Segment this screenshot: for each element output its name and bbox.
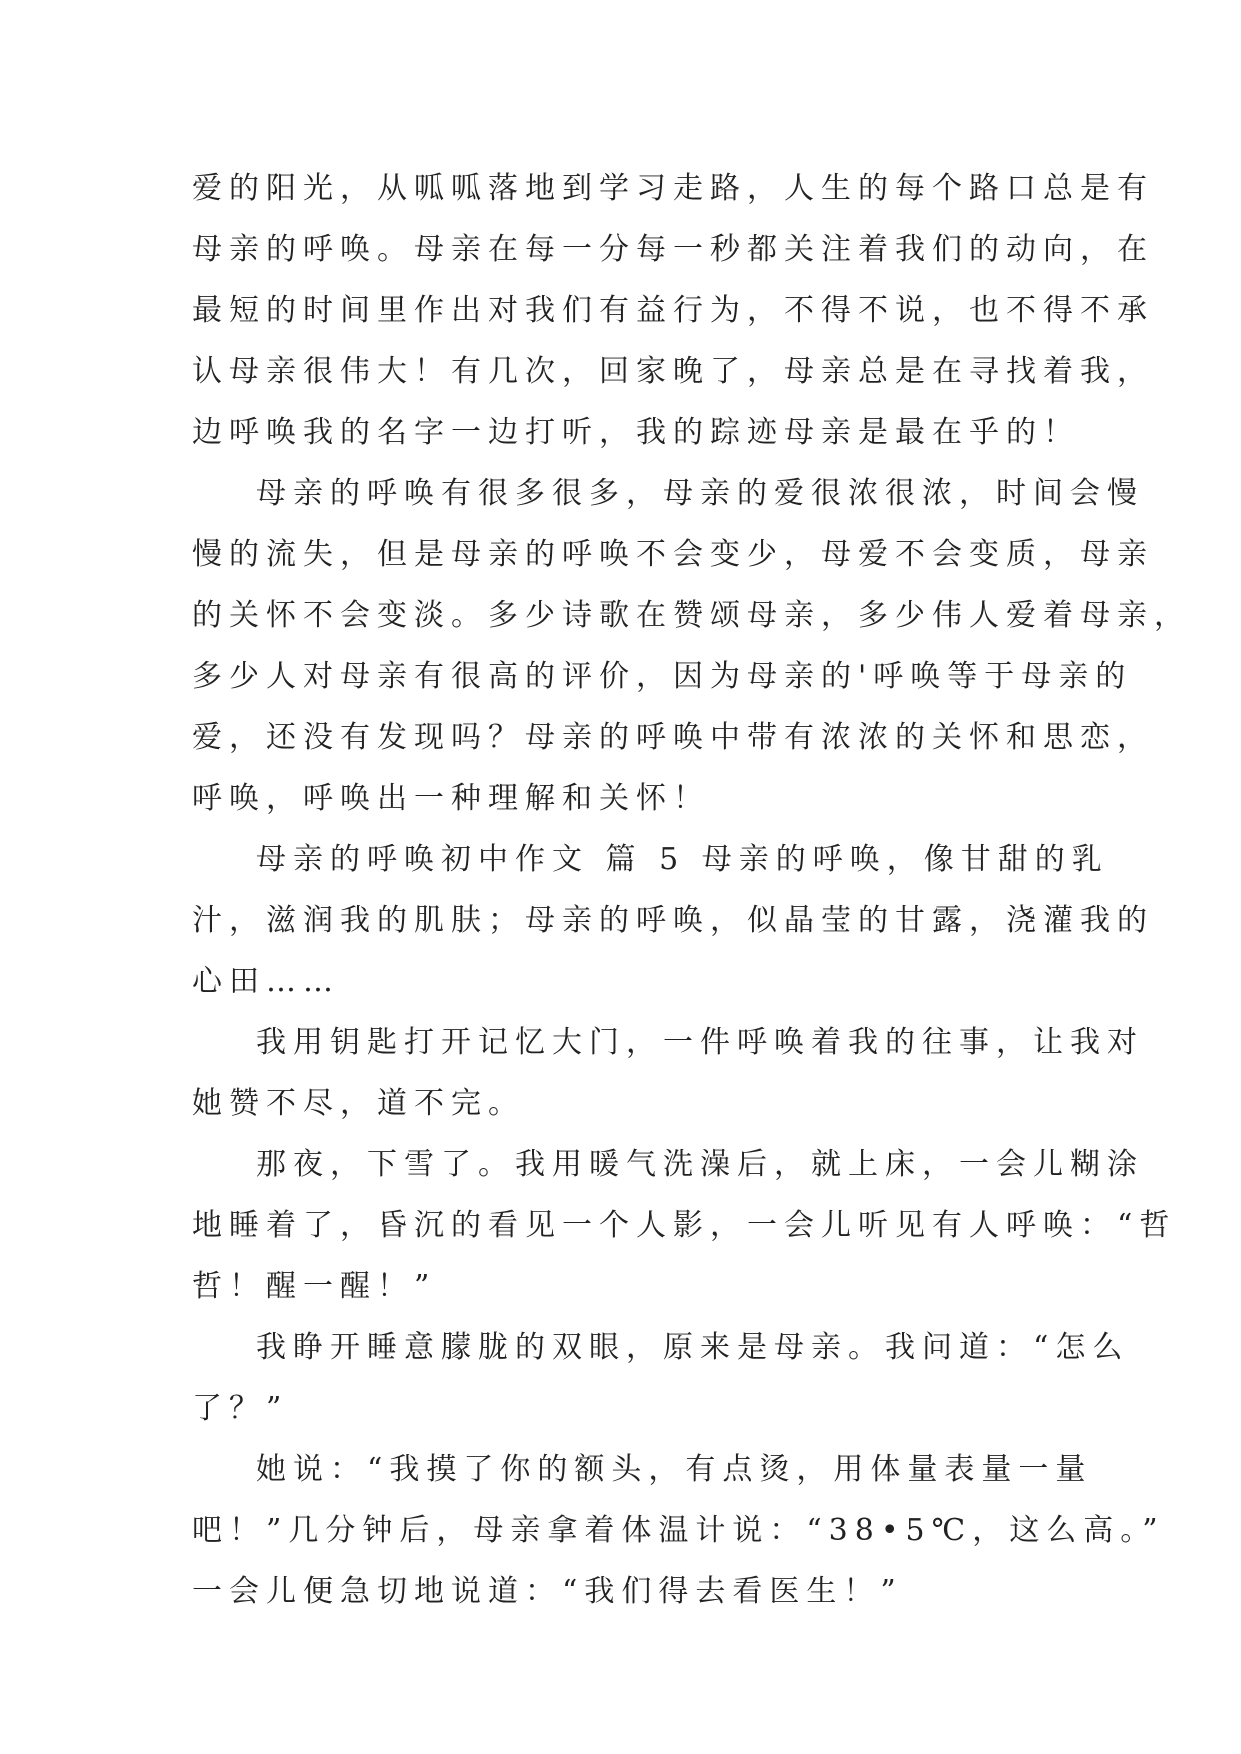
text-line: 那夜，下雪了。我用暖气洗澡后，就上床，一会儿糊涂 — [256, 1147, 1144, 1182]
text-line: 慢的流失，但是母亲的呼唤不会变少，母爱不会变质，母亲 — [192, 537, 1154, 572]
text-line: 心田…… — [192, 964, 340, 999]
text-line: 一会儿便急切地说道：“我们得去看医生！” — [192, 1574, 903, 1609]
text-line: 多少人对母亲有很高的评价，因为母亲的'呼唤等于母亲的 — [192, 659, 1133, 694]
text-line: 地睡着了，昏沉的看见一个人影，一会儿听见有人呼唤：“哲 — [192, 1208, 1177, 1243]
text-line: 爱的阳光，从呱呱落地到学习走路，人生的每个路口总是有 — [192, 171, 1154, 206]
text-line: 吧！”几分钟后，母亲拿着体温计说：“38•5℃，这么高。” — [192, 1513, 1165, 1548]
text-line: 爱，还没有发现吗？母亲的呼唤中带有浓浓的关怀和思恋， — [192, 720, 1154, 755]
text-line: 的关怀不会变淡。多少诗歌在赞颂母亲，多少伟人爱着母亲， — [192, 598, 1191, 633]
text-line: 哲！醒一醒！” — [192, 1269, 437, 1304]
text-line: 母亲的呼唤。母亲在每一分每一秒都关注着我们的动向，在 — [192, 232, 1154, 267]
text-line: 她说：“我摸了你的额头，有点烫，用体量表量一量 — [256, 1452, 1093, 1487]
text-line: 母亲的呼唤有很多很多，母亲的爱很浓很浓，时间会慢 — [256, 476, 1144, 511]
text-line: 她赞不尽，道不完。 — [192, 1086, 525, 1121]
text-line: 最短的时间里作出对我们有益行为，不得不说，也不得不承 — [192, 293, 1154, 328]
essay-body — [192, 158, 1191, 1622]
text-line: 汁，滋润我的肌肤；母亲的呼唤，似晶莹的甘露，浇灌我的 — [192, 903, 1154, 938]
text-line: 母亲的呼唤初中作文 篇 5 母亲的呼唤，像甘甜的乳 — [256, 842, 1109, 877]
text-line: 边呼唤我的名字一边打听，我的踪迹母亲是最在乎的！ — [192, 415, 1080, 450]
text-line: 了？” — [192, 1391, 289, 1426]
text-line: 呼唤，呼唤出一种理解和关怀！ — [192, 781, 710, 816]
text-line: 我睁开睡意朦胧的双眼，原来是母亲。我问道：“怎么 — [256, 1330, 1130, 1365]
text-line: 认母亲很伟大！有几次，回家晚了，母亲总是在寻找着我， — [192, 354, 1154, 389]
text-line: 我用钥匙打开记忆大门，一件呼唤着我的往事，让我对 — [256, 1025, 1144, 1060]
